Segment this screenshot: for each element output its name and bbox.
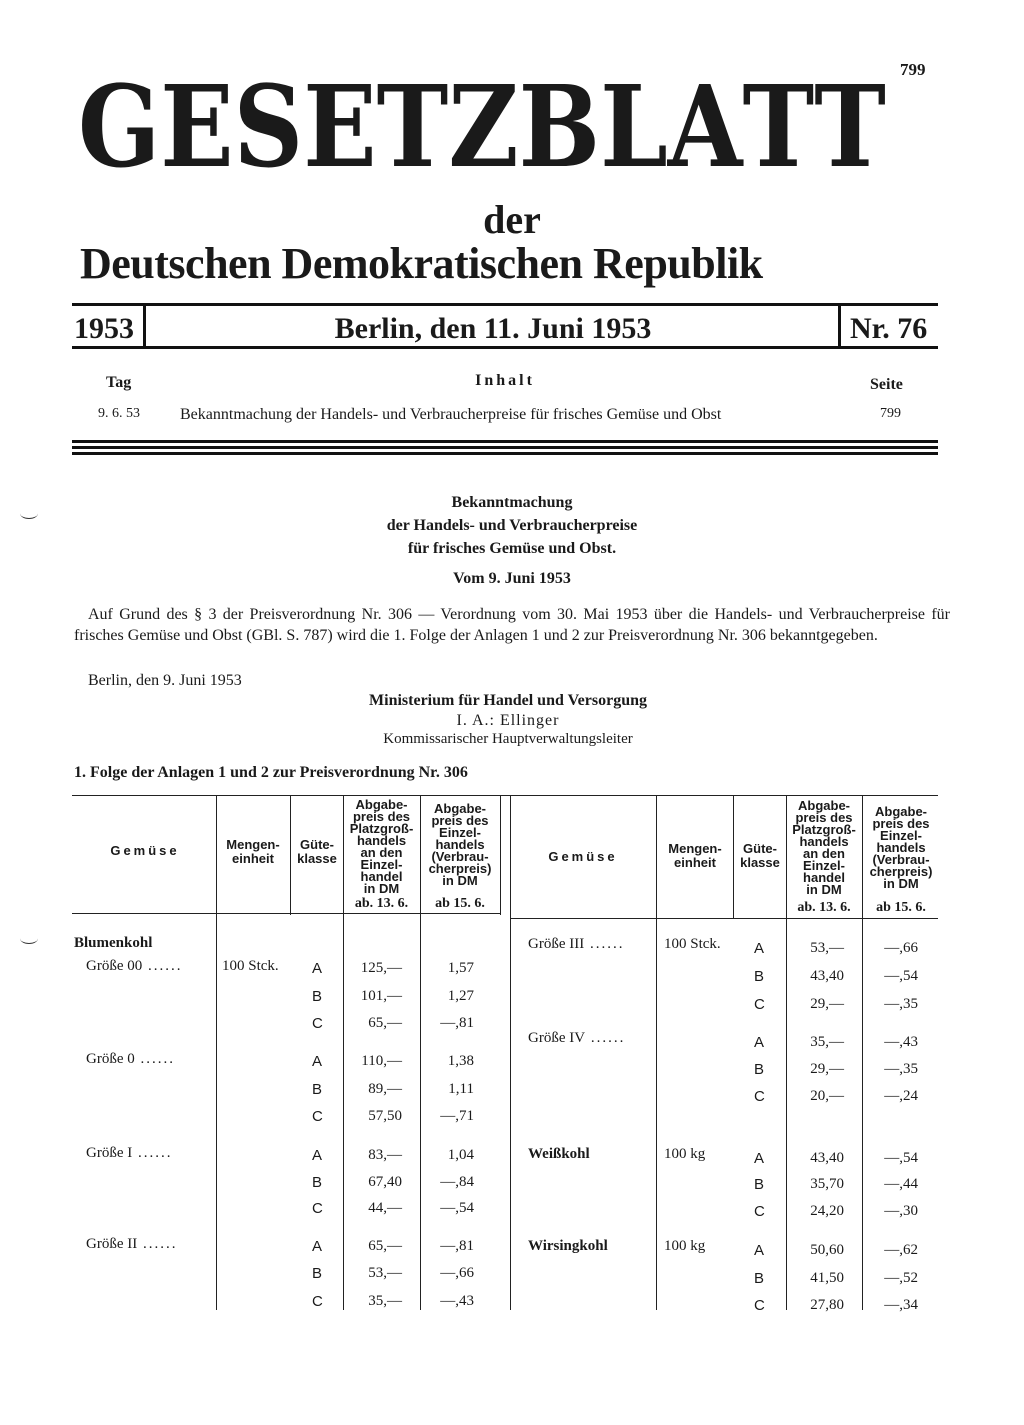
wholesale-price: 35,70: [810, 1176, 844, 1192]
retail-price: —,81: [440, 1015, 474, 1031]
header-retail: Abgabe- preis des Einzel- handels (Verbrau- cherpreis) in DM: [869, 804, 933, 891]
header-wholesale: Abgabe- preis des Platzgroß- handels an den Einzel- handel in DM: [792, 798, 856, 897]
unit-value: 100 kg: [664, 1238, 706, 1254]
retail-price: —,66: [440, 1265, 474, 1281]
wholesale-price: 29,—: [810, 996, 844, 1012]
grade-value: A: [312, 960, 323, 977]
leader-dots: ......: [132, 1145, 173, 1161]
header-wholesale-from: ab. 13. 6.: [797, 900, 851, 915]
retail-price: 1,11: [448, 1081, 474, 1097]
announcement-title-2: der Handels- und Verbraucherpreise: [386, 517, 638, 534]
table-divider: [733, 795, 734, 919]
leader-dots: ......: [142, 958, 183, 974]
product-name: Größe IV ......: [528, 1030, 626, 1046]
masthead-letter: G: [78, 62, 161, 193]
wholesale-price: 65,—: [368, 1238, 402, 1254]
table-top-rule: [72, 795, 938, 796]
retail-price: —,54: [884, 1150, 918, 1166]
wholesale-price: 43,40: [810, 968, 844, 984]
retail-price: —,43: [884, 1034, 918, 1050]
masthead-letter: Z: [448, 62, 519, 193]
product-name: Größe III ......: [528, 936, 625, 952]
header-unit: Mengen- einheit: [668, 841, 722, 870]
header-retail-from: ab 15. 6.: [876, 900, 926, 915]
announcement-body: Auf Grund des § 3 der Preisverordnung Nr. 306 — Verordnung vom 30. Mai 1953 über die Handels- und Verbraucherpreise für frisches Gemüse und Obst (GBl. S. 787) wird die 1. Folge der Anlagen 1 und 2 zur Preisverordnung Nr. 306 bekanntgegeben.: [74, 606, 950, 644]
wholesale-price: 65,—: [368, 1015, 402, 1031]
contents-entry-title: Bekanntmachung der Handels- und Verbraucherpreise für frisches Gemüse und Obst: [180, 406, 722, 423]
wholesale-price: 41,50: [810, 1270, 844, 1286]
signature-signer: I. A.: Ellinger: [456, 712, 560, 729]
retail-price: —,52: [884, 1270, 918, 1286]
header-product: Gemüse: [548, 849, 618, 864]
wholesale-price: 89,—: [368, 1081, 402, 1097]
retail-price: 1,38: [447, 1053, 474, 1069]
wholesale-price: 57,50: [368, 1108, 402, 1124]
product-name: Weißkohl: [528, 1146, 590, 1162]
masthead-letter: T: [814, 62, 886, 193]
wholesale-price: 27,80: [810, 1297, 844, 1313]
header-product: Gemüse: [110, 843, 180, 858]
grade-value: B: [754, 1176, 765, 1193]
masthead-letter: B: [518, 62, 601, 193]
grade-value: B: [312, 1081, 323, 1098]
grade-value: A: [312, 1053, 323, 1070]
grade-value: C: [312, 1015, 323, 1032]
contents-rule-3: [72, 452, 938, 455]
wholesale-price: 125,—: [360, 960, 402, 976]
table-left-header-rule: [72, 913, 500, 914]
wholesale-price: 24,20: [810, 1203, 844, 1219]
retail-price: —,24: [884, 1088, 918, 1104]
grade-value: C: [312, 1293, 323, 1310]
retail-price: —,34: [884, 1297, 918, 1313]
signature-ministry: Ministerium für Handel und Versorgung: [369, 692, 647, 709]
masthead-letter: E: [160, 62, 234, 193]
header-wholesale: Abgabe- preis des Platzgroß- handels an den Einzel- handel in DM: [349, 797, 414, 896]
grade-value: A: [754, 1242, 765, 1259]
wholesale-price: 67,40: [368, 1174, 402, 1190]
contents-entry-day: 9. 6. 53: [98, 406, 140, 421]
table-caption: 1. Folge der Anlagen 1 und 2 zur Preisverordnung Nr. 306: [74, 764, 468, 781]
grade-value: A: [312, 1238, 323, 1255]
grade-value: C: [754, 1297, 765, 1314]
table-divider: [290, 795, 291, 915]
product-name: Größe I ......: [86, 1145, 173, 1161]
announcement-title-3: für frisches Gemüse und Obst.: [407, 540, 617, 557]
masthead-letter: T: [376, 62, 449, 193]
issue-rule-bottom: [72, 346, 938, 349]
grade-value: A: [754, 1150, 765, 1167]
masthead-letter: T: [742, 62, 815, 193]
contents-col-page: Seite: [870, 376, 903, 393]
header-retail: Abgabe- preis des Einzel- handels (Verbrau- cherpreis) in DM: [428, 801, 492, 888]
issue-number: Nr. 76: [850, 312, 928, 345]
wholesale-price: 35,—: [810, 1034, 844, 1050]
header-retail-from: ab 15. 6.: [435, 896, 485, 911]
table-center-divider: [510, 795, 511, 1310]
unit-value: 100 Stck.: [664, 936, 721, 952]
product-name: Größe II ......: [86, 1236, 178, 1252]
grade-value: C: [312, 1200, 323, 1217]
grade-value: A: [754, 940, 765, 957]
retail-price: —,81: [440, 1238, 474, 1254]
leader-dots: ......: [134, 1051, 175, 1067]
issue-year: 1953: [74, 312, 134, 345]
grade-value: C: [754, 1088, 765, 1105]
header-grade: Güte- klasse: [740, 841, 780, 870]
wholesale-price: 29,—: [810, 1061, 844, 1077]
retail-price: —,54: [440, 1200, 474, 1216]
masthead-letter: L: [600, 62, 668, 193]
grade-value: B: [312, 1174, 323, 1191]
retail-price: —,43: [440, 1293, 474, 1309]
retail-price: —,62: [884, 1242, 918, 1258]
contents-col-day: Tag: [106, 374, 132, 391]
product-name: Größe 00 ......: [86, 958, 183, 974]
product-group: Blumenkohl: [74, 935, 153, 951]
wholesale-price: 53,—: [368, 1265, 402, 1281]
wholesale-price: 101,—: [360, 988, 402, 1004]
grade-value: A: [312, 1147, 323, 1164]
contents-rule-1: [72, 440, 938, 443]
header-wholesale-from: ab. 13. 6.: [354, 896, 409, 911]
retail-price: 1,04: [447, 1147, 474, 1163]
wholesale-price: 43,40: [810, 1150, 844, 1166]
grade-value: C: [754, 1203, 765, 1220]
header-unit: Mengen- einheit: [226, 837, 280, 866]
retail-price: 1,27: [447, 988, 474, 1004]
wholesale-price: 50,60: [810, 1242, 844, 1258]
wholesale-price: 53,—: [810, 940, 844, 956]
retail-price: —,35: [884, 1061, 918, 1077]
product-name: Wirsingkohl: [528, 1238, 608, 1254]
retail-price: —,84: [440, 1174, 474, 1190]
retail-price: —,66: [884, 940, 918, 956]
masthead-title: [78, 62, 886, 193]
grade-value: C: [754, 996, 765, 1013]
announcement-title-1: Bekanntmachung: [451, 494, 573, 511]
leader-dots: ......: [585, 1030, 626, 1046]
product-name: Größe 0 ......: [86, 1051, 175, 1067]
wholesale-price: 20,—: [810, 1088, 844, 1104]
contents-entry-page: 799: [880, 406, 901, 421]
retail-price: —,35: [884, 996, 918, 1012]
unit-value: 100 kg: [664, 1146, 706, 1162]
grade-value: B: [754, 1061, 765, 1078]
contents-heading: Inhalt: [475, 372, 535, 389]
issue-place-date: Berlin, den 11. Juni 1953: [334, 312, 652, 345]
wholesale-price: 83,—: [368, 1147, 402, 1163]
grade-value: B: [312, 988, 323, 1005]
leader-dots: ......: [584, 936, 625, 952]
grade-value: B: [754, 968, 765, 985]
wholesale-price: 35,—: [368, 1293, 402, 1309]
table-center-divider: [500, 795, 501, 915]
header-grade: Güte- klasse: [297, 837, 337, 866]
grade-value: A: [754, 1034, 765, 1051]
table-divider: [656, 795, 657, 1310]
masthead-letter: A: [667, 62, 743, 193]
masthead-subtitle-der: der: [483, 197, 541, 242]
retail-price: 1,57: [447, 960, 474, 976]
masthead-letter: S: [233, 62, 304, 193]
issue-divider-right: [838, 306, 841, 346]
page-number: 799: [900, 60, 926, 79]
masthead-letter: E: [303, 62, 377, 193]
announcement-place-date: Berlin, den 9. Juni 1953: [88, 672, 242, 689]
issue-rule-top: [72, 303, 938, 306]
announcement-date: Vom 9. Juni 1953: [453, 570, 571, 587]
retail-price: —,44: [884, 1176, 918, 1192]
contents-rule-2: [72, 446, 938, 449]
wholesale-price: 44,—: [368, 1200, 402, 1216]
retail-price: —,54: [884, 968, 918, 984]
retail-price: —,30: [884, 1203, 918, 1219]
margin-mark: [20, 933, 38, 944]
issue-divider-left: [143, 306, 146, 346]
grade-value: C: [312, 1108, 323, 1125]
table-right-header-rule: [510, 918, 938, 919]
signature-signer-title: Kommissarischer Hauptverwaltungsleiter: [383, 731, 633, 747]
retail-price: —,71: [440, 1108, 474, 1124]
grade-value: B: [312, 1265, 323, 1282]
masthead-subtitle-ddr: Deutschen Demokratischen Republik: [80, 239, 763, 288]
wholesale-price: 110,—: [361, 1053, 402, 1069]
table-divider: [216, 795, 217, 1310]
grade-value: B: [754, 1270, 765, 1287]
leader-dots: ......: [137, 1236, 178, 1252]
unit-value: 100 Stck.: [222, 958, 279, 974]
